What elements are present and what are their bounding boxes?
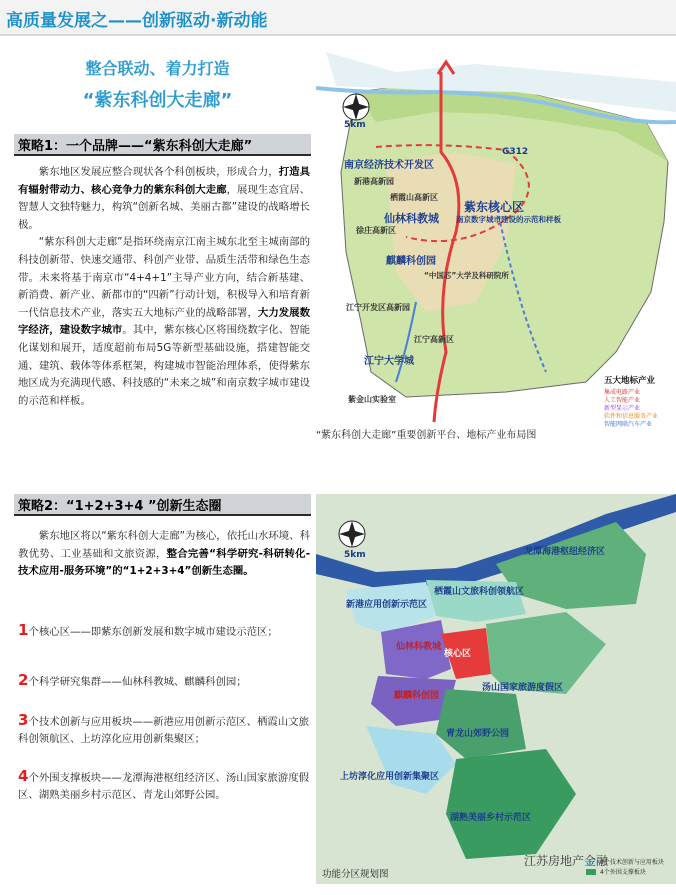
page-title: 高质量发展之——创新驱动·新动能 xyxy=(6,11,268,31)
map2-label-qilin: 麒麟科创园 xyxy=(394,691,440,701)
strategy1-body xyxy=(18,164,310,410)
map1-label-kfq: 南京经济技术开发区 xyxy=(344,160,434,171)
map2-label-qixia: 栖霞山文旅科创领航区 xyxy=(434,587,525,597)
map2-legend-item: 4个外围支撑板块 xyxy=(600,869,646,876)
ecosystem-item-4: 4个外围支撑板块——龙潭海港枢纽经济区、汤山国家旅游度假区、湖熟美丽乡村示范区、青龙山郊野公园。 xyxy=(18,767,309,801)
watermark: 江苏房地产金融 xyxy=(524,854,609,868)
strategy1-heading xyxy=(14,134,311,156)
map1-caption: “紫东科创大走廊”重要创新平台、地标产业布局图 xyxy=(316,430,537,441)
strategy1-paragraph1: 紫东地区发展应整合现状各个科创板块，形成合力，打造具有辐射带动力、核心竞争力的紫东科创大走廊，展现生态宜居、智慧人文独特魅力，构筑“创新名城、美丽古都”建设的战略增长极。 xyxy=(18,166,311,231)
map1-legend-item: 软件和信息服务产业 xyxy=(604,413,659,420)
map2-label-longtan: 龙潭海港枢纽经济区 xyxy=(524,547,606,557)
map1-label-core: 紫东核心区 xyxy=(464,200,525,214)
map1-label-xianlin: 仙林科教城 xyxy=(384,212,439,225)
header-bar xyxy=(0,0,676,36)
map1-label-jnhigh: 江宁高新区 xyxy=(414,335,454,344)
map1-road-g312: G312 xyxy=(502,147,529,157)
headline-line1: 整合联动、着力打造 xyxy=(85,59,230,78)
map2-caption: 功能分区规划图 xyxy=(322,869,389,880)
map1-label-jnkx: 江宁开发区高新园 xyxy=(346,303,410,312)
strategy1-paragraph2: “紫东科创大走廊”是指环绕南京江南主城东北至主城南部的科技创新带、快速交通带、科创产业带、品质生活带和绿色生态带。未来将基于南京市“4+4+1”主导产业方向，结合新基建、新消费、新产业、新都市的“四新”行动计划，积极导入和培育新一代信息技术产业，落实五大地标产业的战略部署，大力发展数字经济，建设数字城市。其中，紫东核心区将围绕数字化、智能化谋划和展开，适度超前布局5G等新型基础设施，搭建智能交通、建筑、载体等体系框架，构建城市智能治理体系，使得紫东地区成为充满现代感、科技感的“未来之城”和南京数字城市建设的示范和样板。 xyxy=(18,236,311,407)
map2-legend-item: 3个技术创新与应用板块 xyxy=(600,859,664,866)
strategy2-heading xyxy=(14,494,311,516)
map1-legend-item: 智能网联汽车产业 xyxy=(604,421,653,428)
map2-label-xianlin: 仙林科教城 xyxy=(396,642,442,652)
map1-label-sanchuang: “中国芯”大学及科研院所 xyxy=(424,271,509,280)
strategy1-title: 策略1：一个品牌——“紫东科创大走廊” xyxy=(18,139,253,154)
map1-label-xingang: 新港高新园 xyxy=(354,177,394,186)
headline-line2: “紫东科创大走廊” xyxy=(82,90,233,111)
map2-label-hushu: 湖熟美丽乡村示范区 xyxy=(450,813,532,823)
strategy2-intro: 紫东地区将以“紫东科创大走廊”为核心，依托山水环境、科教优势、工业基础和文旅资源，整合完善“科学研究-科研转化-技术应用-服务环境”的“1+2+3+4”创新生态圈。 xyxy=(18,530,311,578)
map2-label-tangshan: 汤山国家旅游度假区 xyxy=(482,683,564,693)
map2-label-qinglong: 青龙山郊野公园 xyxy=(446,729,510,739)
map1-scale: 5km xyxy=(344,120,366,130)
map2-scale: 5km xyxy=(344,550,366,560)
map1-label-zjs: 紫金山实验室 xyxy=(348,395,396,404)
map1-label-jiangning: 江宁大学城 xyxy=(364,356,414,367)
map1-legend-item: 新型显示产业 xyxy=(604,405,641,412)
map1-label-qixia: 栖霞山高新区 xyxy=(390,193,438,202)
map1-label-xuzhuang: 徐庄高新区 xyxy=(356,226,396,235)
map1-legend-title: 五大地标产业 xyxy=(604,376,656,386)
map2-label-xingang: 新港应用创新示范区 xyxy=(346,600,428,610)
map2-label-core: 核心区 xyxy=(444,649,472,659)
compass-icon xyxy=(339,521,365,547)
compass-icon xyxy=(343,94,369,120)
ecosystem-item-2: 2个科学研究集群——仙林科教城、麒麟科创园； xyxy=(18,671,247,689)
strategy2-title: 策略2：“1+2+3+4 ”创新生态圈 xyxy=(18,499,222,514)
map1-label-qilin: 麒麟科创园 xyxy=(386,256,436,267)
map1-label-core-sub: 南京数字城市建设的示范和样板 xyxy=(456,215,561,224)
zoning-map-panel xyxy=(316,494,676,884)
map1-legend-item: 集成电路产业 xyxy=(604,389,641,396)
map1-legend-item: 人工智能产业 xyxy=(604,397,641,404)
corridor-map-panel xyxy=(316,52,676,444)
map2-label-shangfang: 上坊淳化应用创新集聚区 xyxy=(340,772,440,782)
ecosystem-item-3: 3个技术创新与应用板块——新港应用创新示范区、栖霞山文旅科创领航区、上坊淳化应用创新集聚区； xyxy=(18,711,309,745)
ecosystem-item-1: 1个核心区——即紫东创新发展和数字城市建设示范区； xyxy=(18,621,278,639)
